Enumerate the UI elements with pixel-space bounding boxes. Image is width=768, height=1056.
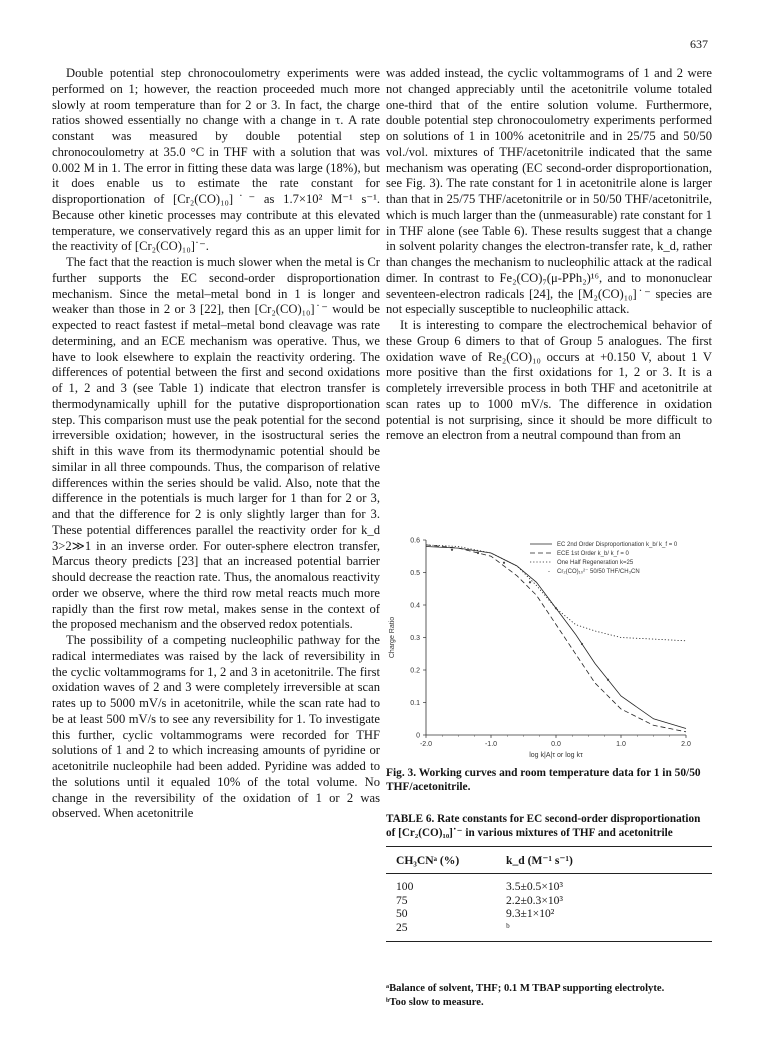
right-column	[386, 66, 712, 444]
left-column	[52, 66, 380, 822]
x-tick-label: 0.0	[551, 741, 561, 748]
table-header-rule	[386, 873, 712, 874]
y-tick-label: 0.2	[410, 667, 420, 675]
x-tick-label: 2.0	[681, 741, 691, 748]
x-tick-label: 1.0	[616, 741, 626, 748]
y-tick-label: 0.6	[410, 537, 420, 545]
table-row	[386, 894, 712, 908]
table-cell: 50	[396, 907, 408, 921]
table-title-text: Rate constants for EC second-order disproportionation of [Cr₂(CO)₁₀]˙⁻ in various mixtures of THF and acetonitrile	[386, 813, 701, 839]
legend-marker: -	[548, 569, 550, 575]
table-label: TABLE 6.	[386, 813, 435, 825]
table-cell: 25	[396, 920, 408, 934]
table-cell: 2.2±0.3×10³	[506, 893, 563, 907]
left-paragraph-1: Double potential step chronocoulometry experiments were performed on 1; however, the reaction proceeded much more slowly at room temperature than for 2 or 3. In fact, the charge ratios showed essentially no change with a change in τ. A rate constant was measured by double potential step chronocoulometry at 35.0 °C in THF with a solution that was 0.002 M in 1. The error in fitting these data was large (18%), but it does enable us to estimate the rate constant for disproportionation of [Cr₂(CO)₁₀]˙⁻ as 1.7×10² M⁻¹ s⁻¹. Because other kinetic processes may contribute at this elevated temperature, we conservatively regard this as an upper limit for the reactivity of [Cr₂(CO)₁₀]˙⁻.	[52, 66, 380, 254]
table-footnotes	[386, 982, 712, 1009]
data-point	[477, 552, 479, 554]
table-bottom-rule	[386, 941, 712, 942]
data-point	[451, 549, 453, 551]
header-rate-constant: k_d (M⁻¹ s⁻¹)	[506, 854, 573, 867]
right-paragraph-1: was added instead, the cyclic voltammograms of 1 and 2 were not changed appreciably until the acetonitrile volume totaled one-third that of the entire solution volume. Furthermore, double potential step chronocoulometry experiments performed on solutions of 1 in 100% acetonitrile and in 25/75 and 50/50 vol./vol. mixtures of THF/acetonitrile indicated that the same mechanism was operating (EC second-order disproportionation, see Fig. 3). The rate constant for 1 in acetonitrile alone is larger than that in 25/75 THF/acetonitrile or in 50/50 THF/acetonitrile, which is much larger than the (unmeasurable) rate constant for 1 in THF alone (see Table 6). These results suggest that a change in solvent polarity changes the electron-transfer rate, k_d, rather than changes the mechanism to nucleophilic attack at the radical dimer. In contrast to Fe₂(CO)₇(μ-PPh₂)¹⁶, and to mononuclear seventeen-electron radicals [24], the [M₂(CO)₁₀]˙⁻ species are not especially susceptible to nucleophilic attack.	[386, 66, 712, 317]
figure-3	[380, 530, 710, 770]
y-tick-label: 0.4	[410, 602, 420, 610]
table-cell: 9.3±1×10²	[506, 907, 555, 921]
left-paragraph-3: The possibility of a competing nucleophilic pathway for the radical intermediates was raised by the lack of reversibility in the cyclic voltammograms for 1, 2 and 3 in acetonitrile. The first oxidation waves of 2 and 3 were completely irreversible at scan rates up to 5000 mV/s in acetonitrile, while the scan rate had to be at least 500 mV/s to see any reversibility for 1. To investigate this further, cyclic voltammograms were recorded for THF solutions of 1 and 2 to which increasing amounts of pyridine or acetonitrile nucleophile had been added. Pyridine was added to the solutions until it equaled 10% of the total volume. No change in the reversibility of the oxidation of 1 or 2 was observed. When acetonitrile	[52, 633, 380, 821]
legend-entry: EC 2nd Order Disproportionation k_b/ k_f = 0	[557, 542, 678, 548]
table-header-row	[386, 847, 712, 873]
series-line-1	[426, 547, 686, 729]
data-point	[607, 679, 609, 681]
series-line-3	[426, 545, 686, 641]
data-point	[503, 562, 505, 564]
data-point	[555, 607, 557, 609]
table-cell: 75	[396, 893, 408, 907]
y-tick-label: 0.3	[410, 635, 420, 642]
legend-entry: ECE 1st Order k_b/ k_f = 0	[557, 551, 629, 557]
y-tick-label: 0.5	[410, 570, 420, 577]
legend-entry: Cr₂(CO)₁₀²⁻ 50/50 THF/CH₃CN	[557, 569, 640, 575]
x-tick-label: -2.0	[419, 741, 433, 748]
data-point	[529, 581, 531, 583]
header-acetonitrile: CH₃CNᵃ (%)	[396, 853, 460, 867]
table-title	[386, 812, 712, 840]
table-cell: 100	[396, 880, 414, 894]
table-cell: 3.5±0.5×10³	[506, 880, 563, 894]
footnote-a: ᵃBalance of solvent, THF; 0.1 M TBAP supporting electrolyte.	[386, 983, 665, 994]
left-paragraph-2: The fact that the reaction is much slower when the metal is Cr further supports the EC second-order disproportionation mechanism. Since the metal–metal bond in 1 is longer and weaker than those in 2 or 3 [22], then [Cr₂(CO)₁₀]˙⁻ would be expected to react fastest if metal–metal bond cleavage was rate determining, and an ECE mechanism was operative. Thus, we have to look elsewhere to explain the reactivity ordering. The differences of potential between the first and second oxidations of 1, 2 and 3 (see Table 1) indicate that electron transfer is thermodynamically uphill for the putative disproportionation step. This comparison must use the peak potential for the second irreversible oxidation; however, in the isostructural series the shift in this wave from its thermodynamic potential should be similar in all three compounds. Thus, the comparison of relative differences within the series should be valid. Also, note that the difference in the potentials is much larger for 1 than for 2 or 3, and that the difference for 2 is only slightly larger than for 3. These potential differences parallel the reactivity order for k_d 3>2≫1 in an inverse order. For outer-sphere electron transfer, Marcus theory predicts [23] that an increased potential barrier should decrease the reaction rate. Thus, the anomalous reactivity order we observe, where the third row metal reacts much more rapidly than the first row metal, makes sense in the context of the proposed mechanism and the observed redox potentials.	[52, 255, 380, 632]
figure-caption: Fig. 3. Working curves and room temperature data for 1 in 50/50 THF/acetonitrile.	[386, 767, 701, 793]
data-point	[581, 643, 583, 645]
x-tick-label: -1.0	[484, 741, 498, 748]
series-line-2	[426, 545, 686, 732]
table-row	[386, 921, 712, 935]
legend-entry: One Half Regeneration k=25	[557, 560, 634, 566]
working-curves-chart	[380, 530, 710, 770]
y-tick-label: 0.1	[410, 700, 420, 707]
table-row	[386, 880, 712, 894]
y-tick-label: 0	[416, 732, 420, 740]
footnote-b: ᵇToo slow to measure.	[386, 996, 484, 1008]
table-cell: ᵇ	[506, 920, 510, 934]
y-axis-label: Charge Ratio	[389, 616, 396, 659]
table-row	[386, 907, 712, 921]
page-number: 637	[690, 37, 708, 51]
x-axis-label: log k|A|τ or log kτ	[529, 752, 583, 759]
rate-constant-table	[386, 846, 712, 942]
right-paragraph-2: It is interesting to compare the electrochemical behavior of these Group 6 dimers to that of Group 5 analogues. The first oxidation wave of Re₂(CO)₁₀ occurs at +0.150 V, about 1 V more positive than the first oxidations for 1, 2 or 3. It is a completely irreversible process in both THF and acetonitrile at scan rates up to 1000 mV/s. The difference in oxidation potential is not surprising, since it should be more difficult to remove an electron from a neutral compound than from an	[386, 318, 712, 443]
